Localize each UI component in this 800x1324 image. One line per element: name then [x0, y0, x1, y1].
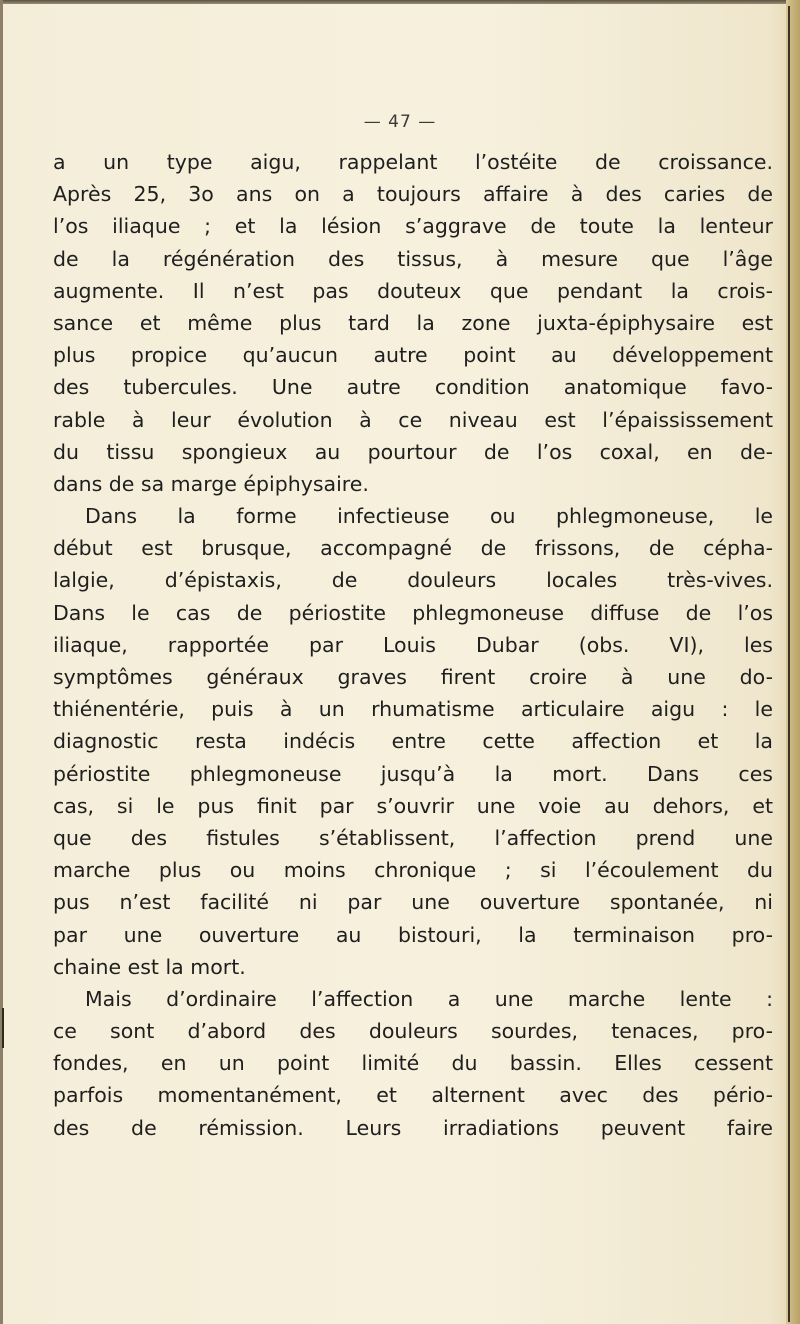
text-line: marche plus ou moins chronique ; si l’écoulement du [53, 858, 773, 883]
text-line: Dans la forme infectieuse ou phlegmoneuse, le [85, 504, 773, 529]
page-left-mark [2, 1008, 4, 1048]
body-text [53, 146, 773, 1144]
text-line: ce sont d’abord des douleurs sourdes, tenaces, pro- [53, 1019, 773, 1044]
text-line: des de rémission. Leurs irradiations peuvent faire [53, 1115, 773, 1140]
text-line: par une ouverture au bistouri, la terminaison pro- [53, 922, 773, 947]
text-line: sance et même plus tard la zone juxta-épiphysaire est [53, 310, 773, 335]
page-right-edge-line [788, 6, 790, 1322]
text-line: diagnostic resta indécis entre cette affection et la [53, 729, 773, 754]
page-number: — 47 — [363, 112, 437, 132]
text-line: périostite phlegmoneuse jusqu’à la mort. Dans ces [53, 761, 773, 786]
text-line: chaine est la mort. [53, 954, 246, 979]
text-line: parfois momentanément, et alternent avec des pério- [53, 1083, 773, 1108]
text-line: pus n’est facilité ni par une ouverture spontanée, ni [53, 890, 773, 915]
text-line: lalgie, d’épistaxis, de douleurs locales très-vives. [53, 568, 773, 593]
text-line: augmente. Il n’est pas douteux que pendant la crois- [53, 278, 773, 303]
text-line: fondes, en un point limité du bassin. Elles cessent [53, 1051, 773, 1076]
text-line: des tubercules. Une autre condition anatomique favo- [53, 375, 773, 400]
text-line: que des fistules s’établissent, l’affection prend une [53, 825, 773, 850]
text-line: du tissu spongieux au pourtour de l’os coxal, en de- [53, 439, 773, 464]
text-line: iliaque, rapportée par Louis Dubar (obs. VI), les [53, 632, 773, 657]
page-left-edge [0, 0, 3, 1324]
text-line: l’os iliaque ; et la lésion s’aggrave de toute la lenteur [53, 214, 773, 239]
text-line: début est brusque, accompagné de frissons, de cépha- [53, 536, 773, 561]
text-line: cas, si le pus finit par s’ouvrir une voie au dehors, et [53, 793, 773, 818]
text-line: thiénentérie, puis à un rhumatisme articulaire aigu : le [53, 697, 773, 722]
text-line: rable à leur évolution à ce niveau est l’épaississement [53, 407, 773, 432]
text-line: Mais d’ordinaire l’affection a une marche lente : [85, 986, 773, 1011]
text-line: de la régénération des tissus, à mesure que l’âge [53, 246, 773, 271]
text-line: dans de sa marge épiphysaire. [53, 471, 369, 496]
text-line: plus propice qu’aucun autre point au développement [53, 343, 773, 368]
page-top-edge [0, 0, 800, 4]
text-line: symptômes généraux graves firent croire à une do- [53, 665, 773, 689]
text-line: a un type aigu, rappelant l’ostéite de croissance. [53, 150, 773, 174]
text-line: Dans le cas de périostite phlegmoneuse diffuse de l’os [53, 600, 773, 625]
text-line: Après 25, 3o ans on a toujours affaire à des caries de [53, 182, 773, 207]
